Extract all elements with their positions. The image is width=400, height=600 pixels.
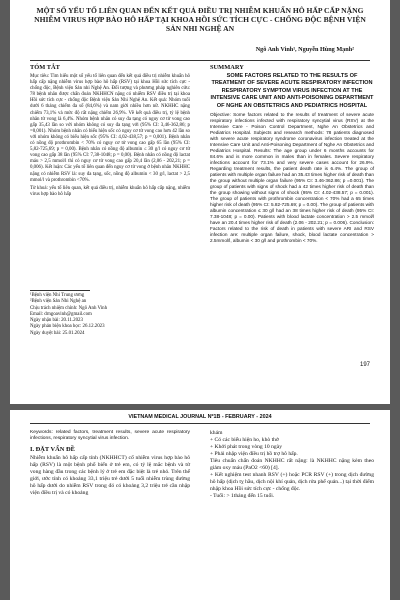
journal-header: VIETNAM MEDICAL JOURNAL Nº1B - FEBRUARY - 2024 (128, 414, 272, 420)
age-text: - Tuổi: > 1tháng đến 15 tuổi. (210, 493, 275, 500)
footnote-email: Email: drngoavinh@gmail.com (30, 311, 92, 317)
footnote-corresponding: Chịu trách nhiệm chính: Ngô Anh Vinh (30, 305, 108, 311)
left-column (30, 430, 190, 497)
keywords-vi: Từ khoá: yếu tố liên quan, kết quả điều trị, nhiễm khuẩn hô hấp cấp nặng, nhiễm virus hợp bào hô hấp (30, 185, 190, 197)
header-divider (30, 423, 370, 424)
summary-vi-heading: TÓM TẮT (30, 64, 60, 71)
footnotes (30, 290, 190, 337)
title-divider (30, 60, 370, 61)
footnote-affiliation-2: ²Bệnh viện Sản Nhi Nghệ an (30, 299, 87, 305)
footnote-received: Ngày nhận bài: 20.11.2023 (30, 318, 83, 324)
intro-heading: I. ĐẶT VẤN ĐỀ (30, 446, 75, 454)
bullet-item: + Phải nhập viện điều trị hồ trợ hô hấp. (210, 451, 298, 458)
intro-text: Nhiễm khuẩn hô hấp cấp tính (NKHHCT) cố nhiễm virus hợp bào hô hấp (RSV) là một bệnh phổ biến ở trẻ em, có tỷ lệ mắc bệnh và tử vong hàng đầu trong các bệnh lý ở trẻ em đặc biệt là trẻ nhỏ. Trên thế giới, ước tính có khoảng 33,1 triệu trẻ dưới 5 tuổi nhiễm trùng đường hô hấp dưới do nhiễm RSV trong đó có khoảng 3,2 triệu trẻ cần nhập viện điều trị và có khoảng (30, 455, 190, 497)
footnote-affiliation-1: ¹Bệnh viện Nhi Trung ương (30, 293, 85, 298)
right-column (210, 430, 374, 500)
summary-en-title: SOME FACTORS RELATED TO THE RESULTS OF TREATMENT OF SEVERE ACUTE RESPIRATORY INFECTION RESPIRATORY SYMPTOM VIRUS INFECTION AT THE INTENSIVE CARE UNIT AND ANTI-POISONING DEPARTMENT OF NGHE AN OBSTETRICS AND PEDIATRICS HOSPITAL (210, 73, 374, 109)
authors-line: Ngô Anh Vinh¹, Nguyễn Hùng Mạnh² (255, 46, 354, 53)
page-number: 197 (359, 362, 370, 368)
page-198 (10, 410, 390, 600)
summary-en-column (210, 64, 374, 244)
summary-en-heading: SUMMARY (210, 64, 244, 71)
summary-en-text: Objective: Some factors related to the results of treatment of severe acute respiratory infections infected with respiratory syncytial virus (RSV) at the Intensive Care - Poison Control Department, Nghe An Obstetrics and Pediatrics Hospital. Subjects and research methods: 78 patients diagnosed with severe acute respiratory syndrome coronavirus infection treated at the Intensive Care Unit and Anti-Poisoning Department of Nghe An Obstetrics and Pediatrics Hospital. Results: The age group under 6 months accounts for 84.6% and is more common in males than in females. Severe respiratory infections account for 73.1% and very severe cases account for 26.9%. Regarding treatment results, the patient death rate is 6.4%. The group of patients with multiple organ failure had an 35.43 times higher risk of death than the group without multiple organ failure (95% CI: 3.46-362.86; p =0.001). The group of patients with signs of shock had a 42 times higher risk of death than the group showing without signs of shock (95% CI: 4.02-438.57; p = 0.001). The group of patients with prothrombin concentration < 70% had a 65 times higher risk of death (95% CI: 5.82-725.69; p = 0.00). The group of patients with albumin concentration ≤ 30 g/l had an 38 times higher risk of death (95% CI: 7.38-1048; p = 0.00). Patients with blood lactate concentration > 2.5 mmol/l have an 20.4 times higher risk of death (2.06 - 202.21; p = 0.006). Conclusion: Factors related to the risk of death in patients with severe ARI and RSV infection are: multiple organ failure, shock, blood lactate concentration > 2.5mmol/l, albumin < 30 g/l and prothrombin < 70%. (210, 112, 374, 244)
article-title: MỘT SỐ YẾU TỐ LIÊN QUAN ĐẾN KẾT QUẢ ĐIỀU TRỊ NHIỄM KHUẨN HÔ HẤP CẤP NẶNG NHIỄM VIRUS HỢP BÀO HÔ HẤP TẠI KHOA HỒI SỨC TÍCH CỰC - CHỐNG ĐỘC BỆNH VIỆN SẢN NHI NGHỆ AN (34, 6, 366, 34)
keywords-en: Keywords: related factors, treatment results, severe acute respiratory infections, respiratory syncytial virus infection. (30, 430, 190, 442)
summary-vi-text: Mục tiêu: Tìm hiểu một số yếu tố liên quan đến kết quả điều trị nhiễm khuẩn hô hấp cấp nặng nhiễm virus hợp bào hô hấp (RSV) tại khoa Hồi sức tích cực - chống độc, Bệnh viện Sản nhi Nghệ An. Đối tượng và phương pháp nghiên cứu: 78 bệnh nhân được chẩn đoán NKHHCN nặng có nhiễm RSV điều trị tại khoa Hồi sức tích cực - chống độc Bệnh viện Sản Nhi Nghệ An. Kết quả: Nhóm tuổi dưới 6 tháng chiếm đa số (84,6%) và nam giới nhiều hơn nữ. NKHHC nặng chiếm 73,1% và mức độ rất nặng chiếm 26,9%. Về kết quả điều trị, tỷ lệ bệnh nhân tử vong là 6,4%. Nhóm bệnh nhân có suy đa tạng có nguy cơ tử vong cao gấp 35,43 lần so với nhóm không có suy đa tạng với (95% CI: 3,46-362,86; p =0,001). Nhóm bệnh nhân có biểu hiện sốc có nguy cơ tử vong cao hơn 42 lần so với nhóm không có biểu hiện sốc (95% CI: 4,02-438,57; p = 0,001). Bệnh nhân có nồng độ prothrombin < 70% có nguy cơ tử vong cao gấp 65 lần (95% CI: 5,82-725,69; p = 0,00). Bệnh nhân có nồng độ albumin ≤ 30 g/l có nguy cơ tử vong cao gấp 38 lần (95% CI: 7,38-1048; p = 0,00). Bệnh nhân có nồng độ lactat máu > 2,5 mmol/l thì có nguy cơ tử vong cao gấp 20,4 lần (2,06 - 202,21; p = 0,006). Kết luận: Các yếu tố liên quan đến nguy cơ tử vong ở bệnh nhân NKHHC nặng có nhiễm RSV là: suy đa tạng, sốc, nồng độ albumin < 30 g/l, lactat > 2,5 mmol/l và prothrombin <70%. (30, 74, 190, 183)
footnote-divider (30, 290, 90, 291)
bullet-item: + Khởi phát trong vòng 10 ngày (210, 444, 282, 451)
footnote-reviewed: Ngày phản biện khoa học: 26.12.2023 (30, 324, 105, 330)
bullet-item: + Có các biểu hiện ho, khò thở (210, 437, 279, 444)
right-intro: khám (210, 430, 223, 436)
page-197 (10, 0, 390, 404)
test-text: + Kết nghiệm test nhanh RSV (+) hoặc PCR RSV (+) trong dịch đường hô hấp (dịch tỵ hầu, dịch nội khí quản, dịch rửa phế quản...) tại thời điểm nhập khoa Hồi sức tích cực - chống độc. (210, 472, 374, 493)
criteria-text: Tiêu chuẩn chẩn đoán NKHHC rất nặng: là NKHHC nặng kèm theo giảm oxy máu (PaO2 <60) [4]. (210, 458, 374, 472)
footnote-accepted: Ngày duyệt bài: 25.01.2024 (30, 330, 85, 336)
summary-vi-column (30, 64, 190, 198)
